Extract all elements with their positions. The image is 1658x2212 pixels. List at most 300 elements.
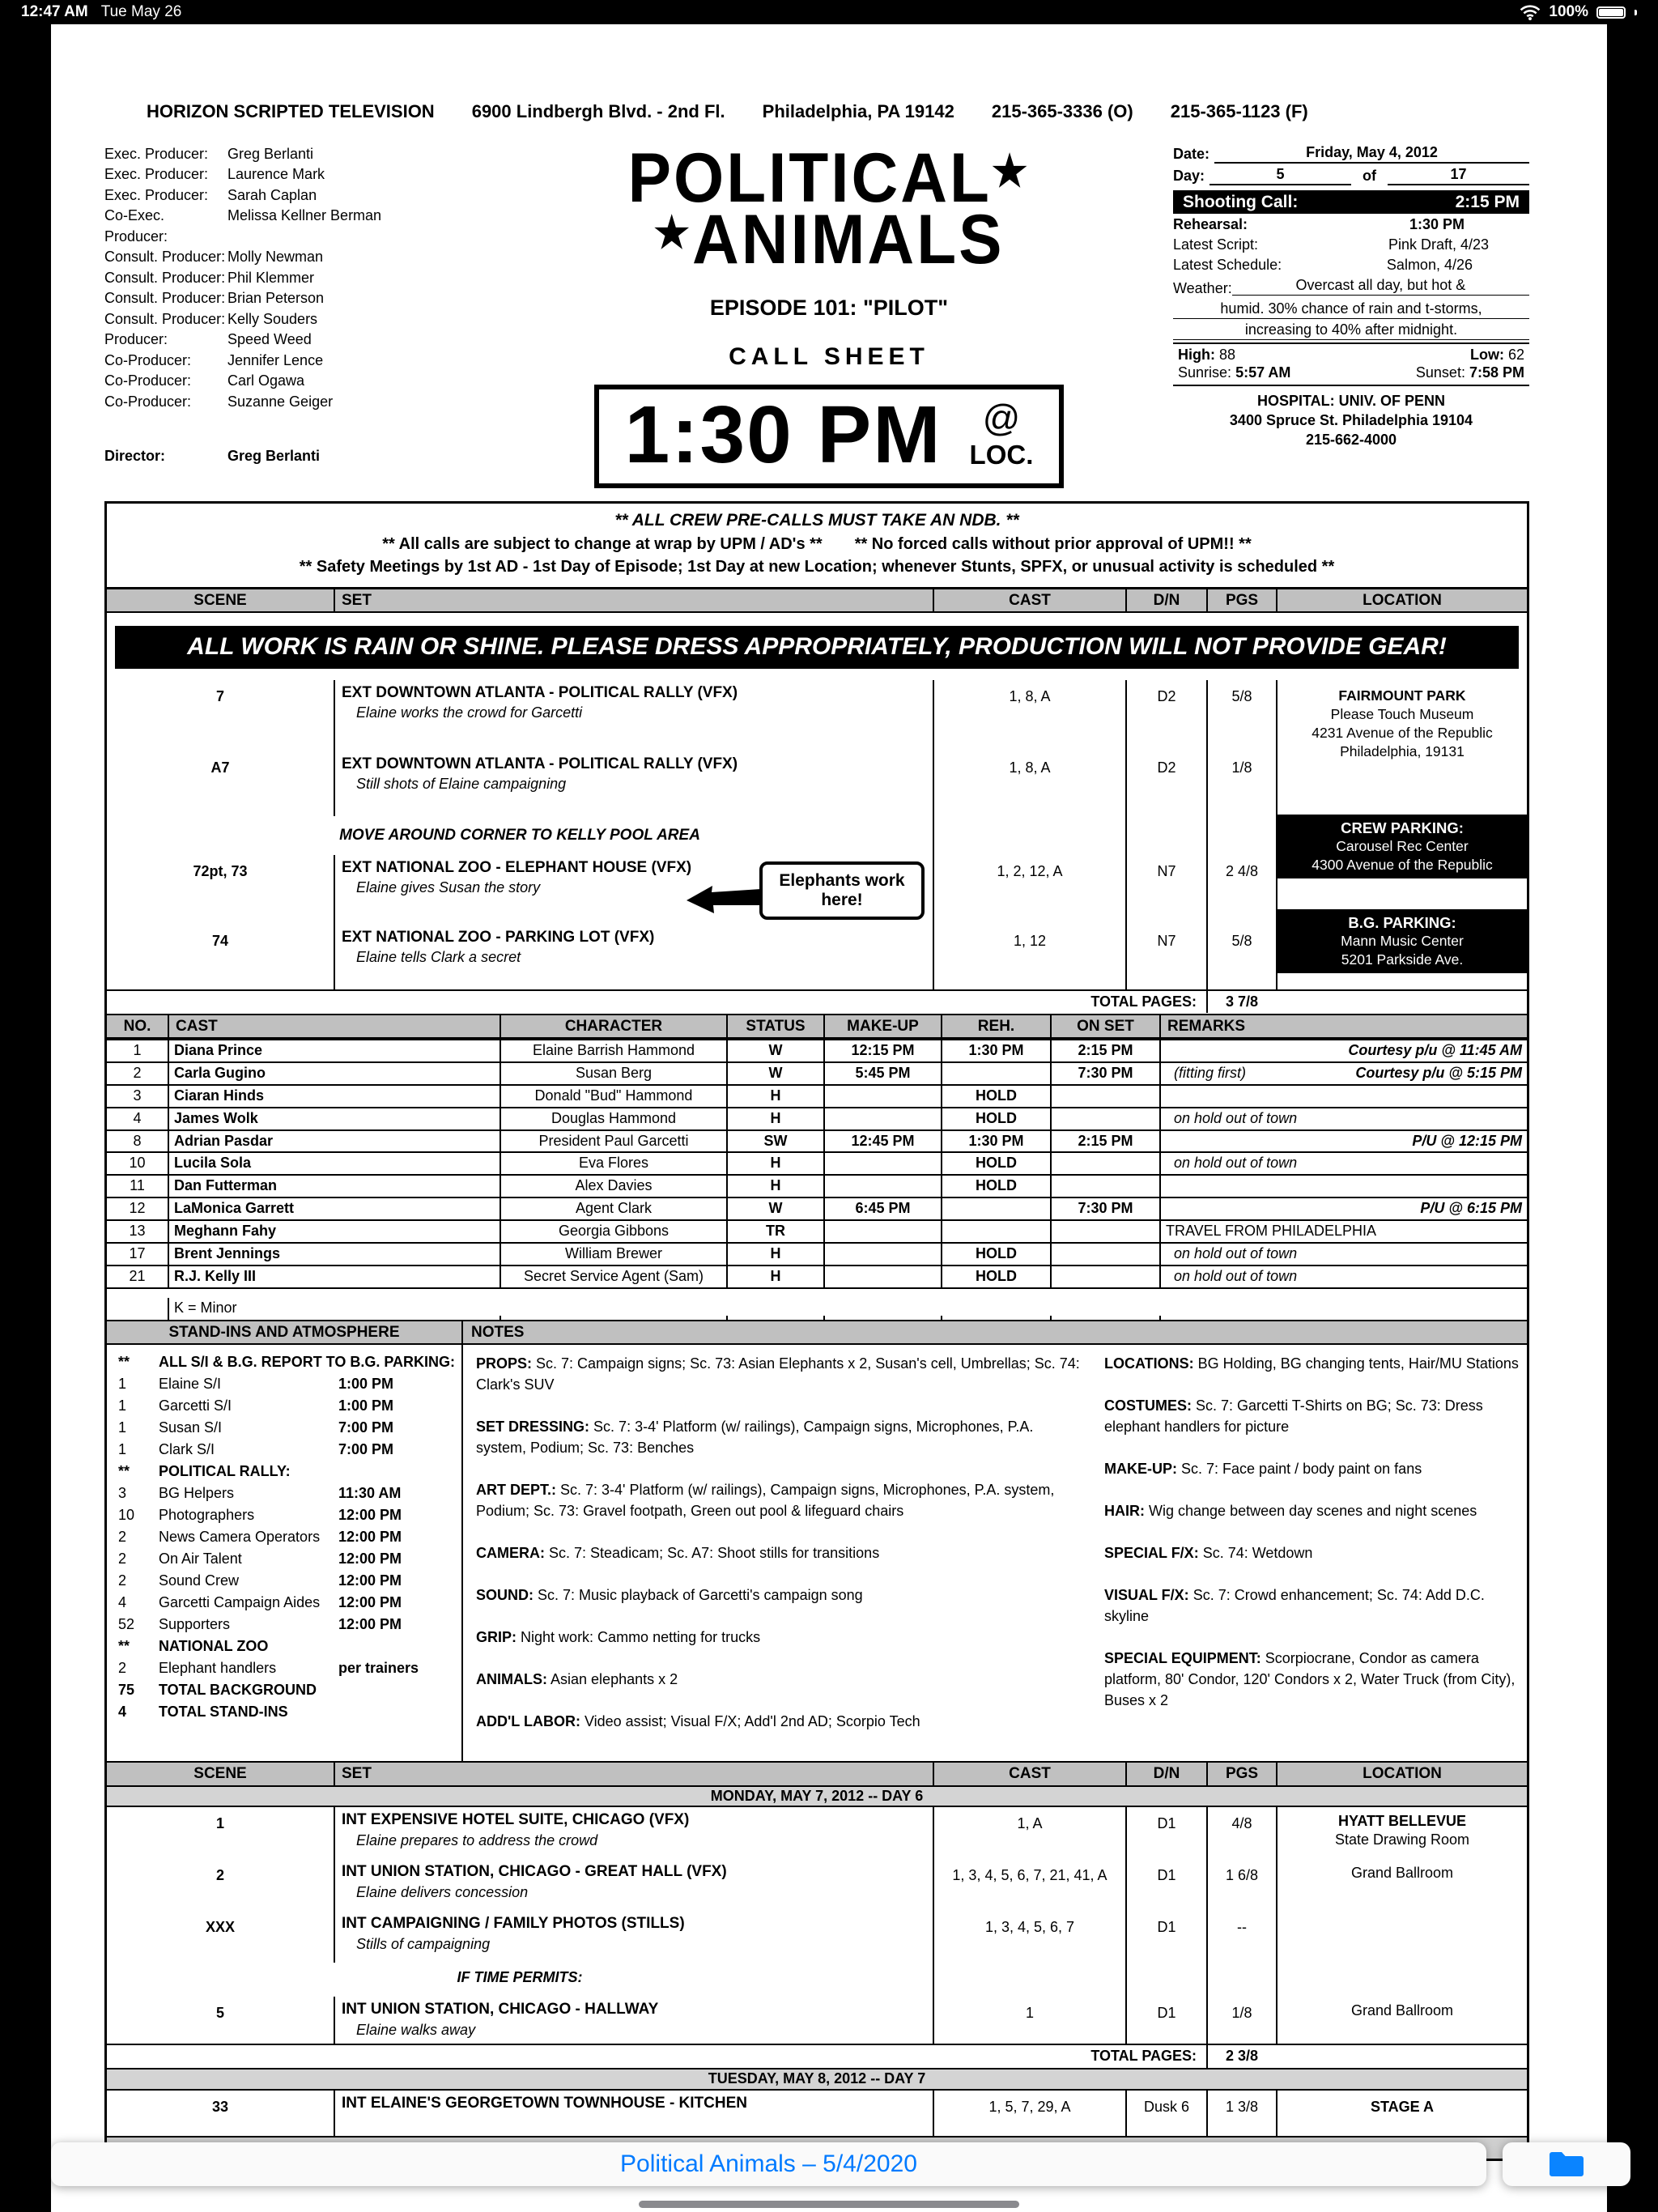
bg-parking-label: B.G. PARKING: <box>1348 913 1456 931</box>
makeup-time: 12:45 PM <box>823 1131 941 1152</box>
advance-row <box>107 1911 1527 1963</box>
home-indicator[interactable] <box>639 2201 1019 2208</box>
makeup-time <box>823 1266 941 1287</box>
note-paragraph <box>1104 1353 1519 1374</box>
standin-time <box>338 1701 458 1723</box>
bg-parking-box <box>1278 909 1527 973</box>
show-logo <box>485 138 1173 279</box>
latest-schedule-value: Salmon, 4/26 <box>1386 257 1473 274</box>
character-name: Susan Berg <box>500 1063 726 1084</box>
company-city: Philadelphia, PA 19142 <box>762 101 954 121</box>
actor-name: Carla Gugino <box>168 1063 500 1084</box>
credit-name: Brian Peterson <box>227 290 325 307</box>
col-set: SET <box>334 1763 933 1784</box>
minor-note: K = Minor <box>168 1298 500 1320</box>
credit-row <box>104 288 485 309</box>
credit-name: Sarah Caplan <box>227 186 317 203</box>
scene-number: 5 <box>215 2005 224 2022</box>
department-notes-right <box>1103 1345 1527 1761</box>
rehearsal-row <box>1173 216 1529 234</box>
spacer-cell <box>1276 1911 1527 1963</box>
rehearsal-time <box>941 1221 1050 1242</box>
cast-number: 2 <box>133 1064 142 1081</box>
col-no: NO. <box>123 1017 151 1035</box>
set-title: INT EXPENSIVE HOTEL SUITE, CHICAGO (VFX) <box>342 1811 690 1829</box>
rehearsal-time: 1:30 PM <box>941 1131 1050 1152</box>
loc-label: LOC. <box>969 439 1034 470</box>
standin-label: Photographers <box>159 1507 255 1524</box>
col-character: CHARACTER <box>500 1015 726 1037</box>
notices-block <box>107 504 1527 589</box>
note-label: VISUAL F/X: <box>1104 1587 1189 1604</box>
status-time: 12:47 AM <box>21 3 88 20</box>
set-title: INT UNION STATION, CHICAGO - HALLWAY <box>342 2001 659 2018</box>
advance-table-header <box>107 1761 1527 1786</box>
weather-row <box>1173 277 1529 298</box>
scene-cast: 1, 2, 12, A <box>933 855 1125 925</box>
rehearsal-time: HOLD <box>941 1153 1050 1174</box>
latest-schedule-label: Latest Schedule: <box>1173 257 1282 274</box>
rehearsal-time: 1:30 PM <box>941 1040 1050 1061</box>
set-cell <box>334 1911 933 1963</box>
col-pgs: PGS <box>1206 589 1276 611</box>
episode-title: EPISODE 101: "PILOT" <box>709 295 949 320</box>
standin-time: 7:00 PM <box>338 1419 394 1436</box>
credit-name: Melissa Kellner Berman <box>227 207 382 224</box>
sun-row <box>1173 364 1529 386</box>
day-total: 17 <box>1388 166 1529 185</box>
note-text: Night work: Cammo netting for trucks <box>521 1629 761 1646</box>
makeup-time: 12:15 PM <box>823 1040 941 1061</box>
standin-line <box>118 1351 458 1373</box>
col-cast: CAST <box>933 589 1125 611</box>
credit-row <box>104 164 485 185</box>
remarks <box>1159 1108 1527 1129</box>
notice-forced: ** No forced calls without prior approval of UPM!! ** <box>854 534 1252 553</box>
status-left <box>21 3 181 21</box>
note-paragraph <box>1104 1500 1519 1521</box>
work-status: H <box>726 1244 823 1265</box>
rehearsal-time: HOLD <box>941 1108 1050 1129</box>
standin-time <box>338 1461 458 1482</box>
credit-row <box>104 247 485 268</box>
work-status: H <box>726 1176 823 1197</box>
standin-time: 12:00 PM <box>338 1616 402 1633</box>
onset-time <box>1050 1176 1159 1197</box>
makeup-time: 6:45 PM <box>823 1198 941 1219</box>
set-cell <box>334 1997 933 2044</box>
day-banner-tuesday: TUESDAY, MAY 8, 2012 -- DAY 7 <box>107 2068 1527 2091</box>
note-label: LOCATIONS: <box>1104 1355 1194 1372</box>
notes-header: NOTES <box>463 1321 1527 1345</box>
standins-header: STAND-INS AND ATMOSPHERE <box>107 1321 463 1345</box>
standin-count: 1 <box>118 1419 127 1436</box>
set-description: Elaine delivers concession <box>356 1883 529 1900</box>
scene-cast: 1, A <box>933 1807 1125 1859</box>
crew-parking-line: 4300 Avenue of the Republic <box>1312 856 1493 873</box>
location-name: HYATT BELLEVUE <box>1337 1813 1467 1830</box>
remarks <box>1159 1244 1527 1265</box>
credit-role: Co-Exec. Producer: <box>104 207 168 245</box>
col-pgs: PGS <box>1206 1763 1276 1784</box>
onset-time: 7:30 PM <box>1050 1063 1159 1084</box>
standin-count: 75 <box>118 1682 135 1699</box>
set-title: EXT DOWNTOWN ATLANTA - POLITICAL RALLY (VFX) <box>342 683 738 701</box>
low <box>1470 347 1524 364</box>
note-text: Sc. 7: 3-4' Platform (w/ railings), Campaign signs, Microphones, P.A. system, Podium; Sc. 73: Gravel footpath, Green out pool & lifeguard chairs <box>476 1482 1055 1520</box>
standin-label: Susan S/I <box>159 1419 223 1436</box>
remark-right: P/U @ 12:15 PM <box>1412 1132 1522 1149</box>
credit-role: Consult. Producer: <box>104 269 226 286</box>
cast-number: 1 <box>133 1041 142 1058</box>
note-text: Wig change between day scenes and night scenes <box>1149 1503 1477 1520</box>
note-text: Sc. 74: Wetdown <box>1202 1545 1313 1562</box>
scene-dn: D1 <box>1125 1997 1206 2044</box>
standin-count: ** <box>118 1638 130 1655</box>
set-description: Elaine prepares to address the crowd <box>356 1831 598 1848</box>
note-text: Sc. 7: Campaign signs; Sc. 73: Asian Elephants x 2, Susan's cell, Umbrellas; Sc. 74: Clark's SUV <box>476 1355 1080 1393</box>
venue-line: Please Touch Museum <box>1330 705 1474 722</box>
scene-cast: 1, 3, 4, 5, 6, 7, 21, 41, A <box>933 1859 1125 1911</box>
work-status: TR <box>726 1221 823 1242</box>
crew-parking-box <box>1278 815 1527 878</box>
standin-line <box>118 1657 458 1679</box>
col-cast-name: CAST <box>168 1015 500 1037</box>
credit-name: Carl Ogawa <box>227 372 305 389</box>
low-value: 62 <box>1507 347 1524 364</box>
director-name: Greg Berlanti <box>227 448 321 465</box>
rehearsal-time: HOLD <box>941 1266 1050 1287</box>
scene-pgs: 5/8 <box>1206 680 1276 751</box>
character-name: Secret Service Agent (Sam) <box>500 1266 726 1287</box>
pdf-title-bar[interactable] <box>51 2142 1486 2186</box>
standin-count: 4 <box>118 1704 127 1721</box>
note-paragraph <box>476 1627 1086 1648</box>
cast-row <box>107 1265 1527 1287</box>
credit-role: Consult. Producer: <box>104 310 226 327</box>
standin-count: 1 <box>118 1397 127 1414</box>
standin-time: 12:00 PM <box>338 1529 402 1546</box>
set-title: INT UNION STATION, CHICAGO - GREAT HALL (VFX) <box>342 1863 727 1881</box>
cast-rows <box>107 1039 1527 1287</box>
call-time-location <box>969 396 1034 470</box>
standin-label: Garcetti S/I <box>159 1397 232 1414</box>
standin-count: ** <box>118 1354 130 1371</box>
standin-label: ALL S/I & B.G. REPORT TO B.G. PARKING: <box>159 1354 456 1371</box>
onset-time <box>1050 1221 1159 1242</box>
standin-line <box>118 1504 458 1526</box>
cast-number: 4 <box>133 1109 142 1126</box>
standin-line <box>118 1439 458 1461</box>
remark-right: Courtesy p/u @ 5:15 PM <box>1355 1064 1522 1081</box>
standin-line <box>118 1679 458 1701</box>
latest-schedule-row <box>1173 257 1529 274</box>
col-location: LOCATION <box>1276 1763 1527 1784</box>
credit-row <box>104 330 485 351</box>
standin-line <box>118 1570 458 1592</box>
standin-time <box>338 1351 458 1373</box>
standin-count: 10 <box>118 1507 135 1524</box>
credit-role: Co-Producer: <box>104 372 192 389</box>
hospital-phone: 215-662-4000 <box>1305 431 1397 448</box>
note-paragraph <box>476 1416 1086 1458</box>
actor-name: Meghann Fahy <box>168 1221 500 1242</box>
scene-table-header <box>107 589 1527 613</box>
actor-name: R.J. Kelly III <box>168 1266 500 1287</box>
rehearsal-time <box>941 1198 1050 1219</box>
credit-name: Speed Weed <box>227 331 312 348</box>
onset-time <box>1050 1108 1159 1129</box>
sunset-label: Sunset: <box>1415 364 1465 381</box>
notice-calls <box>115 534 1519 554</box>
high-low-row <box>1173 342 1529 364</box>
total-pages-value: 2 3/8 <box>1206 2045 1276 2068</box>
onset-time <box>1050 1266 1159 1287</box>
hospital-name: HOSPITAL: UNIV. OF PENN <box>1256 392 1446 409</box>
if-time-row <box>107 1963 1527 1997</box>
notice-precalls: ** ALL CREW PRE-CALLS MUST TAKE AN NDB. ** <box>614 511 1019 530</box>
location-venue <box>1278 687 1527 761</box>
spacer-cell <box>1125 1963 1206 1997</box>
standins-list <box>107 1345 463 1761</box>
note-label: COSTUMES: <box>1104 1397 1192 1414</box>
standin-count: 1 <box>118 1441 127 1458</box>
high <box>1178 347 1235 364</box>
scene-pgs: 5/8 <box>1206 925 1276 989</box>
elephants-callout: Elephants work here! <box>759 861 925 920</box>
credit-name: Kelly Souders <box>227 310 318 327</box>
character-name: President Paul Garcetti <box>500 1131 726 1152</box>
remarks <box>1159 1198 1527 1219</box>
note-label: SPECIAL EQUIPMENT: <box>1104 1650 1261 1667</box>
credit-name: Laurence Mark <box>227 166 325 183</box>
col-status: STATUS <box>726 1015 823 1037</box>
sunrise-value: 5:57 AM <box>1235 364 1291 381</box>
scene-dn: D2 <box>1125 751 1206 816</box>
standin-count: 3 <box>118 1485 127 1502</box>
document-title: Political Animals – 5/4/2020 <box>620 2150 917 2177</box>
cast-row <box>107 1197 1527 1219</box>
standin-count: 2 <box>118 1660 127 1677</box>
standin-count: 1 <box>118 1376 127 1393</box>
minor-note-row <box>107 1287 1527 1320</box>
director-row <box>104 448 485 466</box>
remark-left: on hold out of town <box>1174 1109 1298 1126</box>
credit-row <box>104 351 485 372</box>
col-dn: D/N <box>1125 1763 1206 1784</box>
standin-line <box>118 1701 458 1723</box>
credit-row <box>104 371 485 392</box>
col-onset: ON SET <box>1050 1015 1159 1037</box>
remark-left: on hold out of town <box>1174 1245 1298 1262</box>
cast-number: 13 <box>129 1223 146 1240</box>
notice-wrap: ** All calls are subject to change at wrap by UPM / AD's ** <box>382 534 823 553</box>
top-columns <box>104 138 1529 489</box>
credit-role: Producer: <box>104 331 168 348</box>
work-status: SW <box>726 1131 823 1152</box>
set-description: Elaine gives Susan the story <box>356 878 541 895</box>
star-icon: ★ <box>991 146 1031 196</box>
note-text: Sc. 7: Face paint / body paint on fans <box>1181 1461 1422 1478</box>
actor-name: Lucila Sola <box>168 1153 500 1174</box>
set-description: Stills of campaigning <box>356 1935 491 1952</box>
shooting-call-value: 2:15 PM <box>1455 192 1520 211</box>
standin-label: Supporters <box>159 1616 231 1633</box>
scene-dn: N7 <box>1125 925 1206 989</box>
scene-pgs: 1 3/8 <box>1206 2091 1276 2136</box>
company-phone-office: 215-365-3336 (O) <box>991 101 1133 121</box>
scene-location: STAGE A <box>1276 2091 1527 2136</box>
scene-number: 2 <box>215 1867 224 1884</box>
rain-or-shine-banner: ALL WORK IS RAIN OR SHINE. PLEASE DRESS APPROPRIATELY, PRODUCTION WILL NOT PROVIDE GEAR! <box>115 626 1519 669</box>
scene-cast: 1, 3, 4, 5, 6, 7 <box>933 1911 1125 1963</box>
set-cell <box>334 751 933 816</box>
onset-time <box>1050 1244 1159 1265</box>
standin-label: Sound Crew <box>159 1572 240 1589</box>
note-text: Sc. 7: Garcetti T-Shirts on BG; Sc. 73: Dress elephant handlers for picture <box>1104 1397 1483 1436</box>
actor-name: Dan Futterman <box>168 1176 500 1197</box>
scene-number: XXX <box>205 1919 236 1936</box>
weather-label: Weather: <box>1173 280 1232 297</box>
credits-column <box>104 144 485 489</box>
rehearsal-time <box>941 1063 1050 1084</box>
standin-time: 12:00 PM <box>338 1572 402 1589</box>
scene-cast: 1, 8, A <box>933 680 1125 751</box>
set-title: EXT NATIONAL ZOO - PARKING LOT (VFX) <box>342 928 655 946</box>
production-header <box>104 101 1529 123</box>
cast-number: 8 <box>133 1132 142 1149</box>
latest-script-row <box>1173 236 1529 254</box>
col-location: LOCATION <box>1276 589 1527 611</box>
note-label: HAIR: <box>1104 1503 1145 1520</box>
latest-script-value: Pink Draft, 4/23 <box>1388 236 1489 253</box>
character-name: Eva Flores <box>500 1153 726 1174</box>
credit-name: Greg Berlanti <box>227 145 314 162</box>
note-paragraph <box>476 1669 1086 1690</box>
onset-time: 2:15 PM <box>1050 1040 1159 1061</box>
advance-total-row <box>107 2044 1527 2068</box>
cast-row <box>107 1219 1527 1242</box>
director-role: Director: <box>104 448 166 465</box>
credit-name: Molly Newman <box>227 249 324 266</box>
character-name: Donald "Bud" Hammond <box>500 1086 726 1107</box>
shooting-call-bar <box>1173 190 1529 215</box>
call-sheet-document[interactable] <box>51 24 1607 2212</box>
battery-nub <box>1635 10 1637 15</box>
spacer-cell <box>1125 816 1206 855</box>
latest-script-label: Latest Script: <box>1173 236 1259 253</box>
venue-line: 4231 Avenue of the Republic <box>1312 724 1493 741</box>
company-phone-fax: 215-365-1123 (F) <box>1170 101 1308 121</box>
cast-number: 10 <box>129 1155 146 1172</box>
total-pages-value: 3 7/8 <box>1206 991 1276 1014</box>
note-paragraph <box>476 1585 1086 1606</box>
call-sheet-table <box>104 501 1529 2161</box>
standin-count: 2 <box>118 1551 127 1568</box>
credit-role: Consult. Producer: <box>104 249 226 266</box>
rehearsal-value: 1:30 PM <box>1409 216 1465 233</box>
files-button[interactable] <box>1503 2142 1630 2186</box>
scene-pgs: -- <box>1206 1911 1276 1963</box>
scene-rows <box>107 680 1527 989</box>
standin-line <box>118 1461 458 1482</box>
cast-number: 11 <box>130 1177 145 1194</box>
credit-role: Exec. Producer: <box>104 186 209 203</box>
note-label: ANIMALS: <box>476 1671 547 1688</box>
standin-line <box>118 1373 458 1395</box>
work-status: W <box>726 1198 823 1219</box>
character-name: Georgia Gibbons <box>500 1221 726 1242</box>
logo-text-political: POLITICAL <box>627 138 992 217</box>
battery-fill <box>1599 9 1623 16</box>
col-set: SET <box>334 589 933 611</box>
note-text: Video assist; Visual F/X; Add'l 2nd AD; Scorpio Tech <box>584 1713 920 1730</box>
status-bar <box>0 0 1658 24</box>
sunrise-label: Sunrise: <box>1178 364 1232 381</box>
actor-name: LaMonica Garrett <box>168 1198 500 1219</box>
set-cell <box>334 1859 933 1911</box>
standin-line <box>118 1614 458 1636</box>
standin-time: 11:30 AM <box>338 1485 402 1502</box>
actor-name: Diana Prince <box>168 1040 500 1061</box>
standin-line <box>118 1482 458 1504</box>
scene-location: Grand Ballroom <box>1276 1997 1527 2044</box>
credit-row <box>104 185 485 206</box>
rehearsal-time: HOLD <box>941 1176 1050 1197</box>
onset-time: 7:30 PM <box>1050 1198 1159 1219</box>
standin-time: 1:00 PM <box>338 1376 394 1393</box>
note-label: CAMERA: <box>476 1545 545 1562</box>
standin-label: POLITICAL RALLY: <box>159 1463 291 1480</box>
scene-dn: D1 <box>1125 1807 1206 1859</box>
scene-cast: 1, 8, A <box>933 751 1125 816</box>
makeup-time <box>823 1244 941 1265</box>
status-right <box>1520 3 1637 21</box>
day-of: of <box>1363 167 1377 184</box>
cast-row <box>107 1242 1527 1265</box>
company-name: HORIZON SCRIPTED TELEVISION <box>147 101 435 121</box>
spacer-cell <box>107 1316 168 1320</box>
scene-dn: Dusk 6 <box>1125 2091 1206 2136</box>
remarks <box>1159 1266 1527 1287</box>
spacer-cell <box>933 816 1125 855</box>
character-name: Alex Davies <box>500 1176 726 1197</box>
total-pages-label: TOTAL PAGES: <box>1090 993 1197 1010</box>
company-address: 6900 Lindbergh Blvd. - 2nd Fl. <box>471 101 725 121</box>
col-remarks: REMARKS <box>1159 1015 1527 1037</box>
bg-parking-line: Mann Music Center <box>1341 932 1464 949</box>
total-pages-row <box>107 989 1527 1014</box>
cast-row <box>107 1129 1527 1152</box>
standin-count: 4 <box>118 1594 127 1611</box>
cast-row <box>107 1174 1527 1197</box>
day-label: Day: <box>1173 167 1205 184</box>
notice-safety: ** Safety Meetings by 1st AD - 1st Day of Episode; 1st Day at new Location; whenever Stunts, SPFX, or unusual activity is scheduled ** <box>299 558 1335 576</box>
standin-time: 7:00 PM <box>338 1441 394 1458</box>
location-detail: State Drawing Room <box>1334 1831 1470 1848</box>
standin-time <box>338 1679 458 1701</box>
remarks <box>1159 1063 1527 1084</box>
set-description: Elaine walks away <box>356 2021 476 2038</box>
col-reh: REH. <box>941 1015 1050 1037</box>
set-description: Elaine works the crowd for Garcetti <box>356 704 583 721</box>
makeup-time <box>823 1108 941 1129</box>
spacer-cell <box>941 1316 1050 1320</box>
onset-time <box>1050 1153 1159 1174</box>
remarks <box>1159 1153 1527 1174</box>
set-cell <box>334 680 933 751</box>
if-time-note: IF TIME PERMITS: <box>457 1969 583 1986</box>
